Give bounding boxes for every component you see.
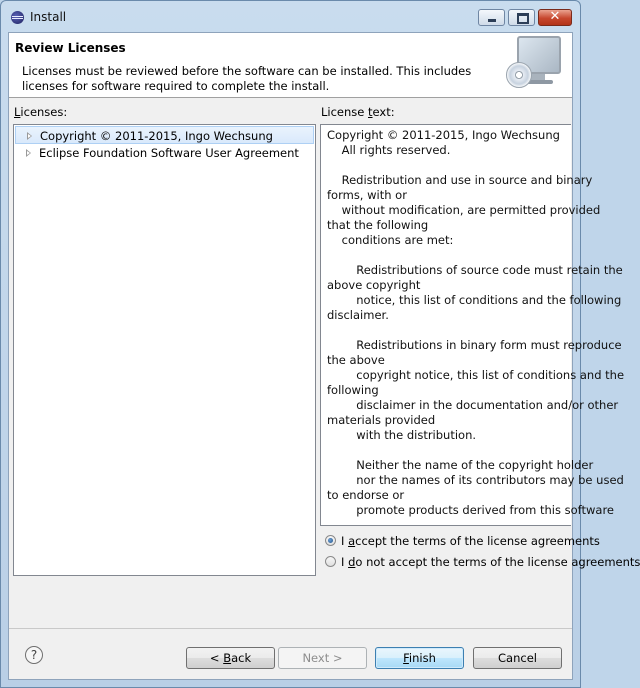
tree-item-copyright[interactable]: Copyright © 2011-2015, Ingo Wechsung [15, 126, 314, 144]
expand-triangle-icon[interactable] [26, 149, 31, 157]
dialog-body [8, 32, 640, 680]
help-icon[interactable]: ? [25, 646, 43, 664]
license-text-area[interactable] [320, 124, 625, 526]
accept-radio[interactable] [325, 535, 336, 546]
minimize-icon[interactable] [478, 9, 505, 26]
licenses-tree[interactable] [13, 124, 316, 576]
back-button[interactable]: < Back [186, 647, 275, 669]
window-title: Install [30, 10, 67, 24]
expand-triangle-icon[interactable] [27, 132, 32, 140]
decline-radio-option[interactable] [325, 554, 640, 570]
license-text-label: License text: [321, 105, 395, 119]
licenses-label: Licenses: [14, 105, 68, 119]
page-description: Licenses must be reviewed before the software can be installed. This includes licenses for software required to complete the install. [22, 64, 472, 93]
eclipse-icon [11, 11, 24, 24]
next-button[interactable]: Next > [278, 647, 367, 669]
decline-radio[interactable] [325, 556, 336, 567]
page-title: Review Licenses [15, 41, 126, 55]
license-text-content: Copyright © 2011-2015, Ingo Wechsung All rights reserved. Redistribution and use in source and binary forms, with or without modification, are permitted provided that the following conditions are met: Redistributions of source code must retain the above copyright notice, this list of conditions and the following disclaimer. Redistributions in binary form must reproduce the above copyright notice, this list of conditions and the following disclaimer in the documentation and/or other materials provided with the distribution. Neither the name of the copyright holder nor the names of its contributors may be used to endorse or promote products derived from this software [327, 128, 625, 517]
tree-item-eclipse-agreement[interactable]: Eclipse Foundation Software User Agreement [15, 144, 314, 162]
accept-label: I accept the terms of the license agreements [341, 534, 600, 548]
finish-button[interactable]: Finish [375, 647, 464, 669]
header-banner [9, 33, 572, 98]
decline-label: I do not accept the terms of the license agreements [341, 555, 640, 569]
maximize-icon[interactable] [508, 9, 535, 26]
footer-divider [9, 628, 572, 629]
monitor-cd-icon [503, 36, 563, 94]
cancel-button[interactable]: Cancel [473, 647, 562, 669]
close-icon[interactable]: ✕ [538, 9, 572, 26]
accept-radio-option[interactable] [325, 533, 600, 549]
title-bar [1, 1, 580, 33]
